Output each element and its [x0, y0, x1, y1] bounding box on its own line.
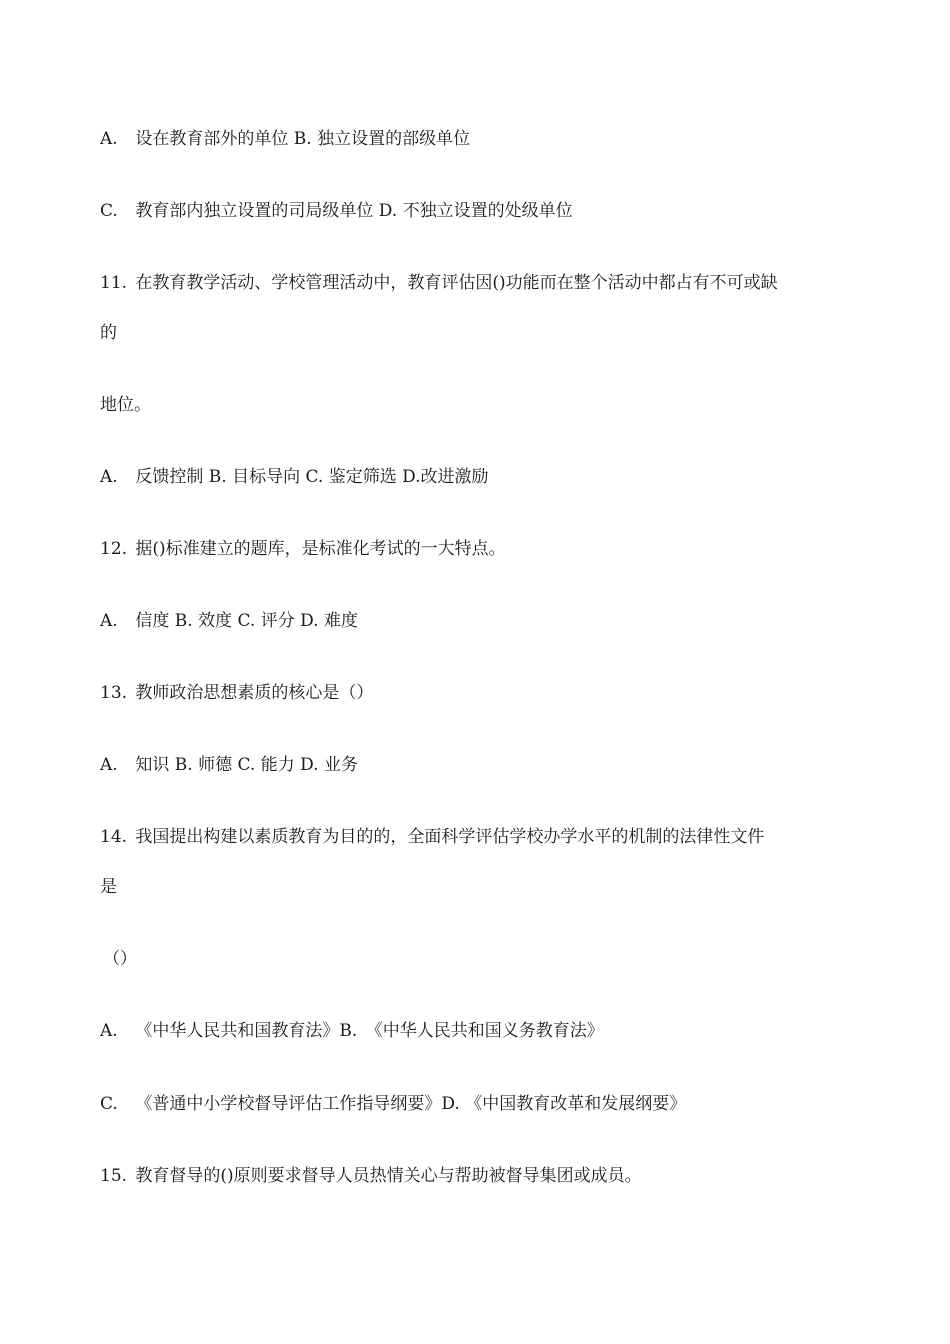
options-13 [100, 754, 358, 776]
question-number: 14. [100, 827, 128, 847]
question-11-continuation-2 [100, 394, 151, 416]
item-text: 信度 B. 效度 C. 评分 D. 难度 [135, 611, 358, 631]
item-label: C. [100, 201, 118, 221]
options-11 [100, 466, 489, 488]
question-text: 我国提出构建以素质教育为目的的，全面科学评估学校办学水平的机制的法律性文件 [135, 827, 765, 847]
question-12 [100, 538, 506, 560]
question-15 [100, 1165, 642, 1187]
item-label: A. [100, 129, 118, 149]
question-11-continuation [100, 322, 117, 344]
item-label: A. [100, 1021, 118, 1041]
item-label: A. [100, 755, 118, 775]
question-number: 11. [100, 273, 128, 293]
item-text: 知识 B. 师德 C. 能力 D. 业务 [135, 755, 358, 775]
question-text: 在教育教学活动、学校管理活动中，教育评估因()功能而在整个活动中都占有不可或缺 [135, 273, 778, 293]
question-text: 的 [100, 323, 117, 343]
question-13 [100, 682, 373, 704]
question-number: 13. [100, 683, 128, 703]
option-line-c-10 [100, 200, 573, 222]
question-number: 15. [100, 1166, 128, 1186]
item-text: 设在教育部外的单位 B. 独立设置的部级单位 [135, 129, 471, 149]
options-14-ab [100, 1020, 604, 1042]
question-text: 是 [100, 877, 117, 897]
question-text: （） [103, 949, 137, 969]
options-12 [100, 610, 358, 632]
item-label: C. [100, 1094, 118, 1114]
item-text: 反馈控制 B. 目标导向 C. 鉴定筛选 D.改进激励 [135, 467, 489, 487]
item-label: A. [100, 467, 118, 487]
option-line-a-10 [100, 128, 470, 150]
question-11 [100, 272, 778, 294]
item-text: 《普通中小学校督导评估工作指导纲要》D. 《中国教育改革和发展纲要》 [135, 1094, 687, 1114]
question-14 [100, 826, 764, 848]
item-text: 《中华人民共和国教育法》B. 《中华人民共和国义务教育法》 [135, 1021, 604, 1041]
question-text: 据()标准建立的题库，是标准化考试的一大特点。 [135, 539, 506, 559]
question-number: 12. [100, 539, 128, 559]
item-text: 教育部内独立设置的司局级单位 D. 不独立设置的处级单位 [135, 201, 573, 221]
options-14-cd [100, 1093, 686, 1115]
question-text: 教育督导的()原则要求督导人员热情关心与帮助被督导集团或成员。 [135, 1166, 642, 1186]
item-label: A. [100, 611, 118, 631]
question-14-continuation [100, 876, 117, 898]
question-text: 地位。 [100, 395, 151, 415]
question-text: 教师政治思想素质的核心是（） [135, 683, 374, 703]
question-14-blank [103, 948, 137, 970]
